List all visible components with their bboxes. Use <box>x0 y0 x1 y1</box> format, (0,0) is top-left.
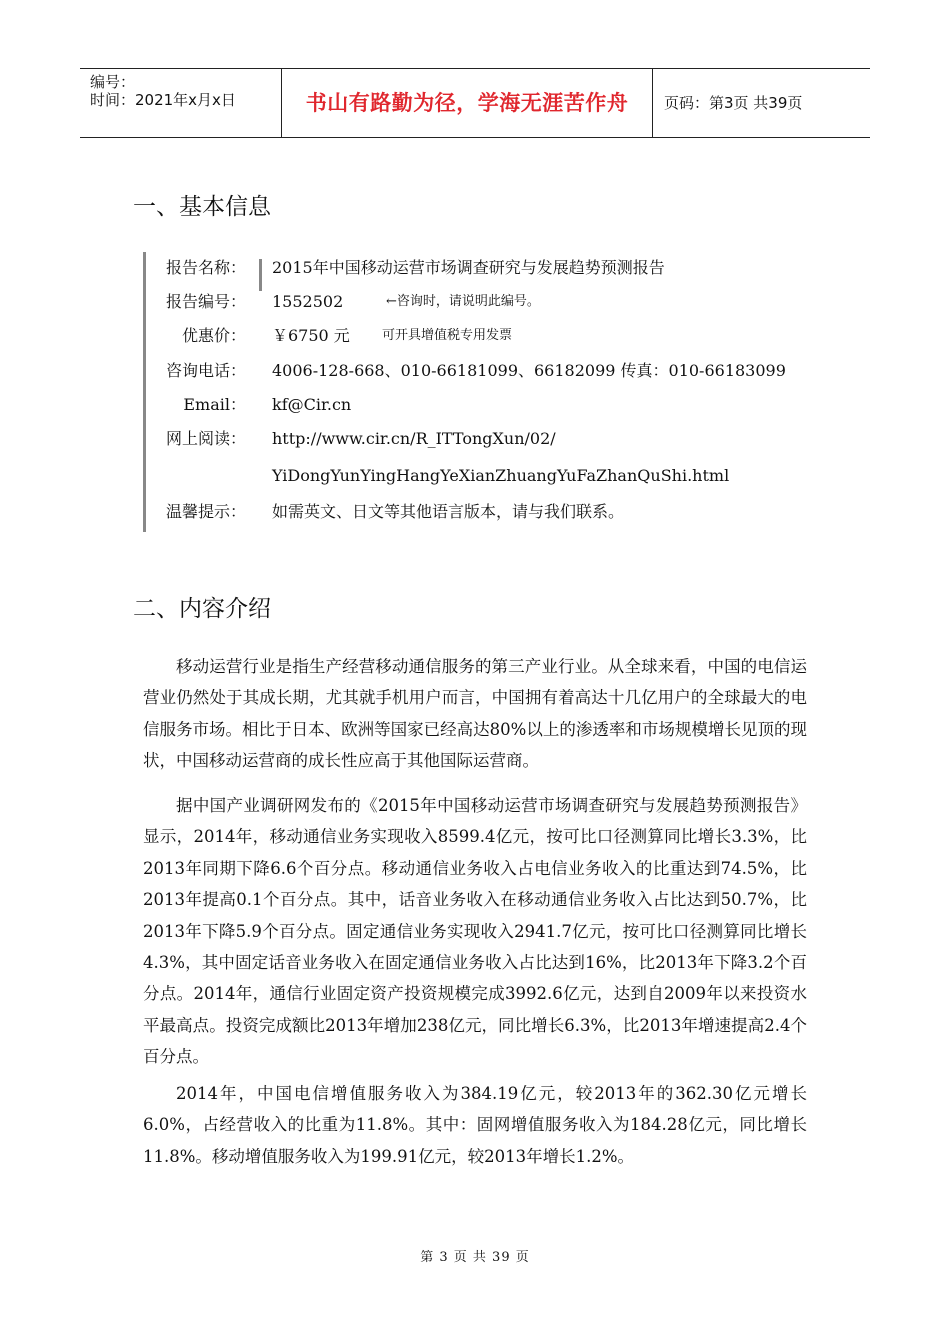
basic-info-block <box>143 252 846 532</box>
phone-value: 4006-128-668、010-66181099、66182099 传真：010-66183099 <box>272 361 786 380</box>
info-label: 温馨提示： <box>165 502 246 521</box>
info-row-price <box>146 325 846 347</box>
info-label: 报告名称： <box>165 258 246 277</box>
info-label: 咨询电话： <box>165 361 246 380</box>
email-value[interactable]: kf@Cir.cn <box>272 395 352 414</box>
document-header <box>80 68 870 138</box>
price-value: ￥6750 元 <box>272 326 350 345</box>
info-label: 报告编号： <box>165 292 246 311</box>
page-footer: 第 3 页 共 39 页 <box>420 1250 530 1265</box>
paragraph: 移动运营行业是指生产经营移动通信服务的第三产业行业。从全球来看，中国的电信运营业仍然处于其成长期，尤其就手机用户而言，中国拥有着高达十几亿用户的全球最大的电信服务市场。相比于日本、欧洲等国家已经高达80%以上的渗透率和市场规模增长见顶的现状，中国移动运营商的成长性应高于其他国际运营商。 <box>143 657 807 771</box>
section-title-content: 二、内容介绍 <box>133 596 271 622</box>
info-row-online-cont <box>146 465 846 487</box>
info-row-online <box>146 428 846 450</box>
info-row-email <box>146 394 846 416</box>
paragraph: 2014年，中国电信增值服务收入为384.19亿元，较2013年的362.30亿元增长6.0%，占经营收入的比重为11.8%。其中：固网增值服务收入为184.28亿元，同比增长11.8%。移动增值服务收入为199.91亿元，较2013年增长1.2%。 <box>143 1084 807 1166</box>
header-meta-cell <box>80 69 282 137</box>
info-label: Email： <box>183 395 246 414</box>
online-url-line2[interactable]: YiDongYunYingHangYeXianZhuangYuFaZhanQuShi.html <box>272 466 730 485</box>
invoice-note: 可开具增值税专用发票 <box>382 328 513 343</box>
info-row-report-number <box>146 291 846 313</box>
report-number-note: ←咨询时，请说明此编号。 <box>386 294 540 309</box>
header-page-info: 页码：第3页 共39页 <box>664 94 803 112</box>
info-row-tip <box>146 501 846 523</box>
label-divider <box>259 259 262 291</box>
info-row-report-name <box>146 257 846 279</box>
info-row-phone <box>146 360 846 382</box>
report-name-value: 2015年中国移动运营市场调查研究与发展趋势预测报告 <box>272 258 665 277</box>
report-number-value: 1552502 <box>272 292 344 311</box>
online-url-line1[interactable]: http://www.cir.cn/R_ITTongXun/02/ <box>272 429 556 448</box>
info-label: 优惠价： <box>181 326 246 345</box>
paragraph: 据中国产业调研网发布的《2015年中国移动运营市场调查研究与发展趋势预测报告》显示，2014年，移动通信业务实现收入8599.4亿元，按可比口径测算同比增长3.3%，比2013年同期下降6.6个百分点。移动通信业务收入占电信业务收入的比重达到74.5%，比2013年提高0.1个百分点。其中，话音业务收入在移动通信业务收入占比达到50.7%，比2013年下降5.9个百分点。固定通信业务实现收入2941.7亿元，按可比口径测算同比增长4.3%，其中固定话音业务收入在固定通信业务收入占比达到16%，比2013年下降3.2个百分点。2014年，通信行业固定资产投资规模完成3992.6亿元，达到自2009年以来投资水平最高点。投资完成额比2013年增加238亿元，同比增长6.3%，比2013年增速提高2.4个百分点。 <box>143 796 807 1067</box>
number-label: 编号： <box>90 73 136 91</box>
info-label: 网上阅读： <box>165 429 246 448</box>
tip-value: 如需英文、日文等其他语言版本，请与我们联系。 <box>272 502 625 521</box>
section-title-basic-info: 一、基本信息 <box>133 194 271 220</box>
date-line: 时间：2021年x月x日 <box>90 91 236 109</box>
header-motto: 书山有路勤为径，学海无涯苦作舟 <box>282 69 653 137</box>
